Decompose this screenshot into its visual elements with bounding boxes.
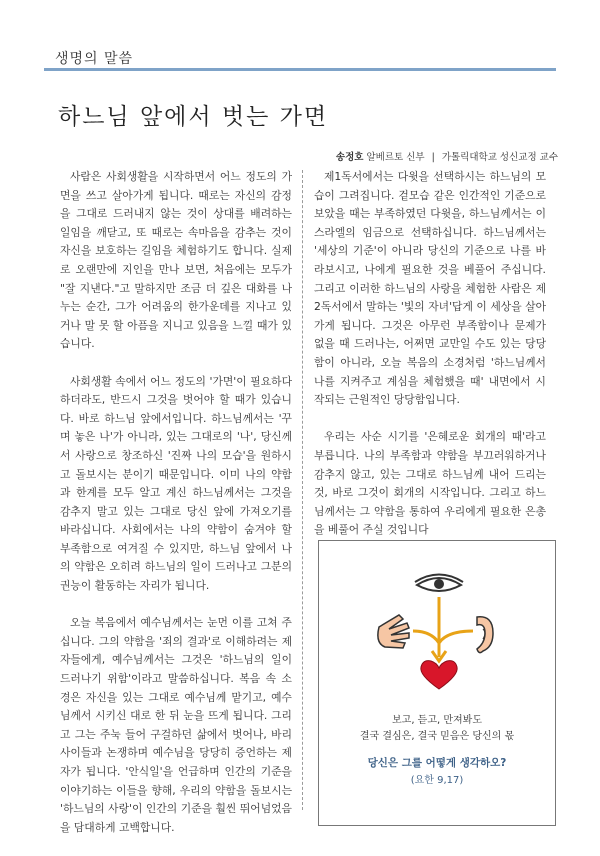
box-caption-line1: 보고, 듣고, 만져봐도: [392, 715, 482, 726]
byline: [336, 149, 558, 163]
left-column: [60, 168, 292, 856]
heart-icon: [421, 661, 457, 689]
right-column: [314, 168, 546, 558]
hand-icon: [378, 615, 409, 648]
page-title: 하느님 앞에서 벗는 가면: [58, 104, 329, 130]
paragraph: 우리는 사순 시기를 '은혜로운 회개의 때'라고 부릅니다. 나의 부족함과 약함을 부끄러워하거나 감추지 않고, 있는 그대로 하느님께 내어 드리는 것, 바로 그것이 회개의 시작입니다. 그리고 하느님께서는 그 약함을 통하여 우리에게 필요한 은총을 베풀어 주실 것입니다: [314, 430, 546, 537]
paragraph: 사람은 사회생활을 시작하면서 어느 정도의 가면을 쓰고 살아가게 됩니다. 때로는 자신의 감정을 그대로 드러내지 않는 것이 상대를 배려하는 일임을 깨닫고, 또 때로는 속마음을 감추는 것이 자신을 보호하는 길임을 체험하기도 합니다. 실제로 오랜만에 지인을 만나 보면, 처음에는 모두가 "잘 지낸다."고 말하지만 조금 더 깊은 대화를 나누는 순간, 그가 어려움의 한가운데를 지나고 있거나 말 못 할 아픔을 지니고 있음을 느낄 때가 있습니다.: [60, 170, 292, 351]
ear-icon: [477, 617, 493, 653]
author-name: 송정호: [335, 152, 364, 163]
byline-separator: |: [431, 152, 435, 163]
senses-illustration: [369, 571, 509, 691]
author-title: 알베르토 신부: [366, 152, 425, 163]
paragraph: 사회생활 속에서 어느 정도의 '가면'이 필요하다 하더라도, 반드시 그것을 벗어야 할 때가 있습니다. 바로 하느님 앞에서입니다. 하느님께서는 '꾸며 놓은 나'가 아니라, 있는 그대로의 '나', 당신께서 사랑으로 창조하신 '진짜 나의 모습'을 원하시고 돌보시는 분이기 때문입니다. 이미 나의 약함과 한계를 모두 알고 계신 하느님께서는 그것을 감추지 말고 있는 그대로 당신 앞에 가져오기를 바라십니다. 사회에서는 나의 약함이 숨겨야 할 부족함으로 여겨질 수 있지만, 하느님 앞에서 나의 약함은 오히려 하느님의 일이 드러나고 그분의 권능이 활동하는 자리가 됩니다.: [60, 374, 292, 593]
paragraph: 오늘 복음에서 예수님께서는 눈먼 이를 고쳐 주십니다. 그의 약함을 '죄의 결과'로 이해하려는 제자들에게, 예수님께서는 그것은 '하느님의 일이 드러나기 위함'이라고 말씀하십니다. 복음 속 소경은 자신을 있는 그대로 예수님께 맡기고, 예수님께서 시키신 대로 한 뒤 눈을 뜨게 됩니다. 그리고 그는 주눅 들어 구걸하던 삶에서 벗어나, 바리사이들과 논쟁하며 예수님을 당당히 증언하는 제자가 됩니다. '안식일'을 언급하며 인간의 기준을 이야기하는 이들을 향해, 우리의 약함을 돌보시는 '하느님의 사랑'이 인간의 기준을 훨씬 뛰어넘었음을 담대하게 고백합니다.: [60, 616, 292, 834]
box-caption-line2: 결국 결심은, 결국 믿음은 당신의 몫: [359, 731, 515, 742]
arrow-icon: [413, 597, 473, 661]
author-affiliation: 가톨릭대학교 성신교정 교수: [441, 152, 558, 163]
eye-icon: [415, 575, 463, 592]
scripture-reference: (요한 9,17): [410, 775, 464, 786]
scripture-verse: 당신은 그를 어떻게 생각하오?: [367, 757, 507, 769]
illustration-box: [318, 540, 556, 826]
header-rule: [44, 68, 556, 71]
section-label: 생명의 말씀: [55, 51, 134, 67]
column-divider: [302, 170, 303, 810]
paragraph: 제1독서에서는 다윗을 선택하시는 하느님의 모습이 그려집니다. 겉모습 같은 인간적인 기준으로 보았을 때는 부족하였던 다윗을, 하느님께서는 이스라엘의 임금으로 선택하십니다. 하느님께서는 '세상의 기준'이 아니라 당신의 기준으로 나를 바라보시고, 나에게 필요한 것을 베풀어 주십니다. 그리고 이러한 하느님의 사랑을 체험한 사람은 제2독서에서 말하는 '빛의 자녀'답게 이 세상을 살아가게 됩니다. 그것은 아무런 부족함이나 문제가 없을 때 드러나는, 어쩌면 교만일 수도 있는 당당함이 아니라, 오늘 복음의 소경처럼 '하느님께서 나를 지켜주고 계심을 체험했을 때' 내면에서 시작되는 근원적인 당당함입니다.: [314, 170, 546, 407]
